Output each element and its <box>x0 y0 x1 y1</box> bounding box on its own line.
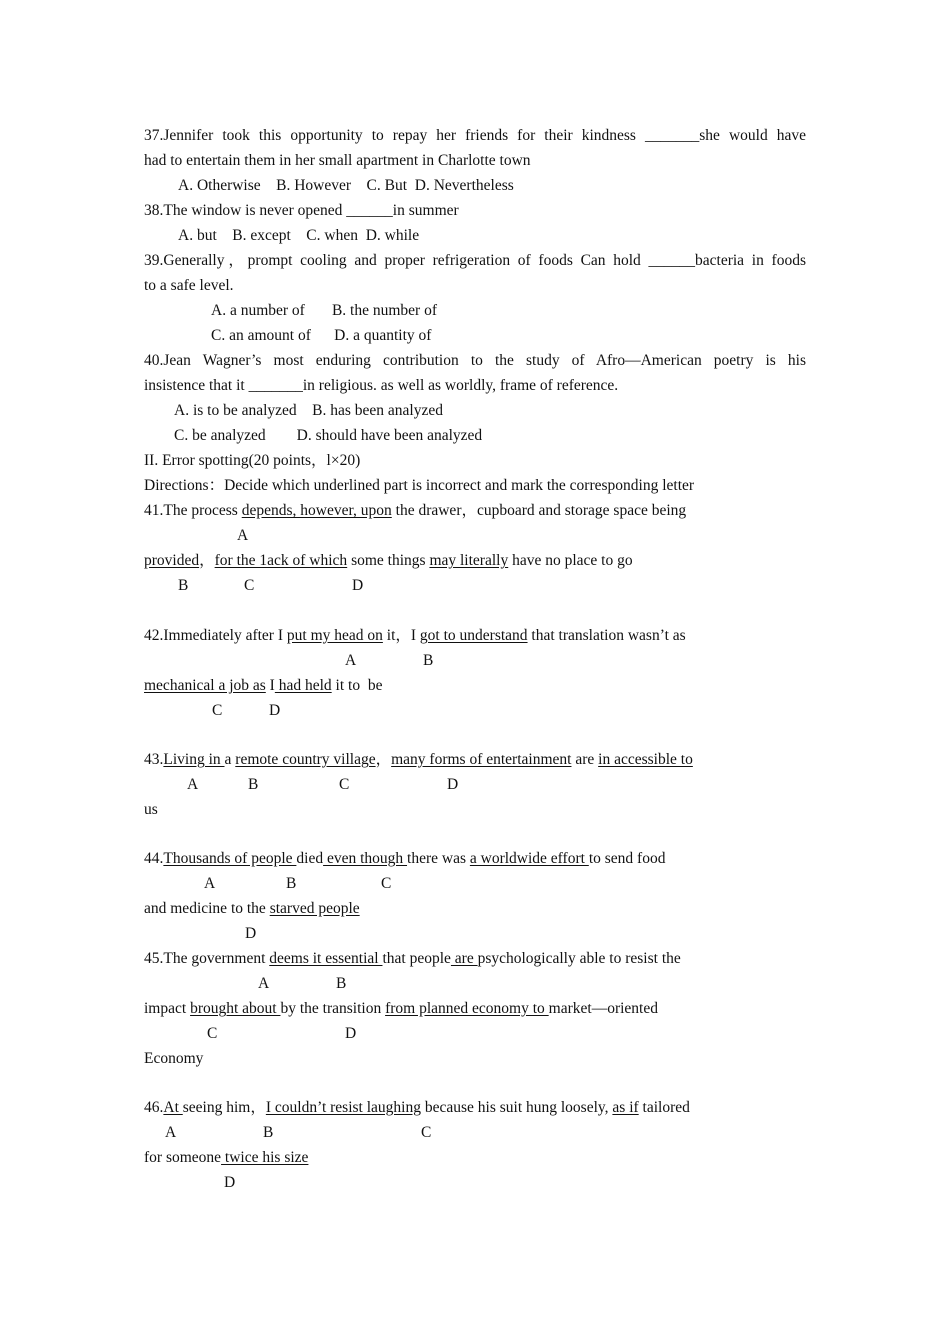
q41-letter-a: A <box>237 527 249 544</box>
text: that translation wasn’t as <box>527 627 686 644</box>
q38-options: A. but B. except C. when D. while <box>178 227 420 244</box>
text: some things <box>347 552 430 569</box>
text: psychologically able to resist the <box>477 950 681 967</box>
q39-line2: to a safe level. <box>144 277 234 294</box>
q41-line2 <box>144 551 633 571</box>
section-title: II. Error spotting(20 points，l×20) <box>144 452 361 469</box>
q43-letter-c: C <box>339 776 350 793</box>
text: impact <box>144 1000 191 1017</box>
underlined-part-c: for the 1ack of which <box>214 552 348 569</box>
underlined-part-c: brought about <box>190 1000 281 1017</box>
q39-options-2: C. an amount of D. a quantity of <box>211 327 432 344</box>
q42-line1 <box>144 626 686 646</box>
underlined-part-b: got to understand <box>419 627 528 644</box>
text: 46. <box>144 1099 164 1116</box>
text: I <box>265 677 275 694</box>
underlined-part-d: had held <box>274 677 332 694</box>
underlined-part-b: remote country village <box>235 751 376 768</box>
q46-line1 <box>144 1098 690 1118</box>
q41-letter-b: B <box>178 577 189 594</box>
underlined-part-a: deems it essential <box>269 950 383 967</box>
q40-line2: insistence that it _______in religious. as well as worldly, frame of reference. <box>144 377 619 394</box>
q43-line2: us <box>144 801 158 818</box>
q46-letter-a: A <box>165 1124 177 1141</box>
q45-letter-c: C <box>207 1025 218 1042</box>
underlined-part-b: I couldn’t resist laughing <box>265 1099 421 1116</box>
underlined-part-c: many forms of entertainment <box>391 751 572 768</box>
text: a <box>224 751 236 768</box>
q43-letter-d: D <box>447 776 459 793</box>
q45-letter-d: D <box>345 1025 357 1042</box>
q38-line1: 38.The window is never opened ______in summer <box>144 202 459 219</box>
text: died <box>296 850 324 867</box>
q39-line1: 39.Generally，prompt cooling and proper refrigeration of foods Can hold ______bacteria in foods <box>144 252 806 269</box>
underlined-part-a: At <box>163 1099 183 1116</box>
q40-options-1: A. is to be analyzed B. has been analyzed <box>174 402 444 419</box>
q37-options: A. Otherwise B. However C. But D. Nevertheless <box>178 177 514 194</box>
text: for someone <box>144 1149 222 1166</box>
text: ， <box>199 552 215 569</box>
q41-letter-d: D <box>352 577 364 594</box>
text: it to be <box>331 677 383 694</box>
q39-options-1: A. a number of B. the number of <box>211 302 437 319</box>
q42-letter-a: A <box>345 652 357 669</box>
underlined-part-d: starved people <box>269 900 360 917</box>
q44-line2 <box>144 899 360 919</box>
q42-letter-d: D <box>269 702 281 719</box>
text: it，I <box>382 627 420 644</box>
text: ， <box>375 751 392 768</box>
underlined-part-d: in accessible to <box>598 751 693 768</box>
q44-letter-c: C <box>381 875 392 892</box>
text: 45.The government <box>144 950 270 967</box>
text: because his suit hung loosely, <box>420 1099 613 1116</box>
q43-line1 <box>144 750 693 770</box>
text: tailored <box>638 1099 690 1116</box>
text: the drawer，cupboard and storage space being <box>391 502 687 519</box>
underlined-part-a: depends, however, upon <box>241 502 392 519</box>
text: seeing him， <box>182 1099 266 1116</box>
q40-options-2: C. be analyzed D. should have been analyzed <box>174 427 483 444</box>
q45-line2 <box>144 999 658 1019</box>
q42-letter-b: B <box>423 652 434 669</box>
q46-line2 <box>144 1148 308 1168</box>
underlined-part-b: are <box>450 950 478 967</box>
text: 42.Immediately after I <box>144 627 287 644</box>
text: 41.The process <box>144 502 242 519</box>
q45-line1 <box>144 949 681 969</box>
q44-line1 <box>144 849 665 869</box>
q37-line2: had to entertain them in her small apartment in Charlotte town <box>144 152 531 169</box>
underlined-part-d: twice his size <box>221 1149 309 1166</box>
q45-letter-b: B <box>336 975 347 992</box>
q42-line2 <box>144 676 382 696</box>
q46-letter-c: C <box>421 1124 432 1141</box>
text: to send food <box>588 850 666 867</box>
underlined-part-d: may literally <box>429 552 509 569</box>
underlined-part-a: Thousands of people <box>163 850 297 867</box>
underlined-part-a: put my head on <box>286 627 383 644</box>
q44-letter-a: A <box>204 875 216 892</box>
q45-line3: Economy <box>144 1050 204 1067</box>
q45-letter-a: A <box>258 975 270 992</box>
q46-letter-d: D <box>224 1174 236 1191</box>
q41-line1 <box>144 501 686 521</box>
text: 44. <box>144 850 164 867</box>
underlined-part-d: from planned economy to <box>385 1000 549 1017</box>
underlined-part-a: Living in <box>163 751 225 768</box>
q44-letter-b: B <box>286 875 297 892</box>
q43-letter-a: A <box>187 776 199 793</box>
underlined-part-b: even though <box>323 850 408 867</box>
text: there was <box>407 850 470 867</box>
q40-line1: 40.Jean Wagner’s most enduring contribution to the study of Afro—American poetry is his <box>144 352 806 369</box>
underlined-part-c: as if <box>612 1099 639 1116</box>
q44-letter-d: D <box>245 925 257 942</box>
q46-letter-b: B <box>263 1124 274 1141</box>
section-directions: Directions：Decide which underlined part is incorrect and mark the corresponding letter <box>144 477 695 494</box>
underlined-part-c: mechanical a job as <box>144 677 266 694</box>
text: have no place to go <box>508 552 633 569</box>
q37-line1: 37.Jennifer took this opportunity to repay her friends for their kindness _______she would have <box>144 127 806 144</box>
underlined-part-c: a worldwide effort <box>469 850 589 867</box>
text: are <box>571 751 599 768</box>
text: 43. <box>144 751 164 768</box>
q43-letter-b: B <box>248 776 259 793</box>
text: by the transition <box>280 1000 386 1017</box>
text: market—oriented <box>548 1000 658 1017</box>
underlined-part-b: provided <box>144 552 200 569</box>
text: and medicine to the <box>144 900 270 917</box>
q42-letter-c: C <box>212 702 223 719</box>
text: that people <box>382 950 451 967</box>
q41-letter-c: C <box>244 577 255 594</box>
